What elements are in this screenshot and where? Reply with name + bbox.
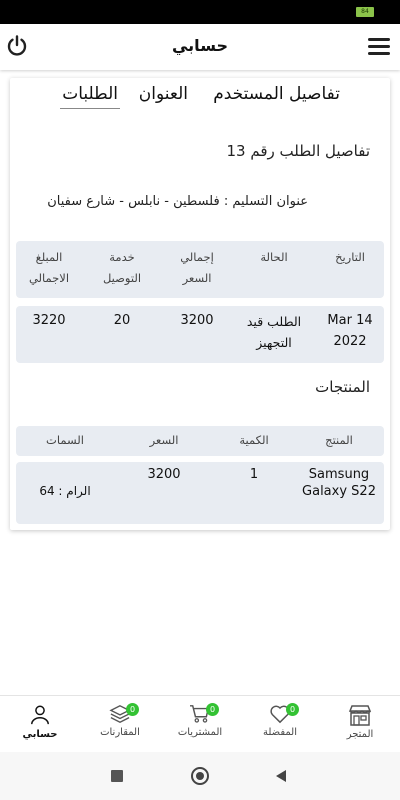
back-icon[interactable] (274, 769, 288, 783)
comparisons-badge: 0 (126, 703, 139, 716)
order-table-row (16, 306, 384, 363)
purchases-badge: 0 (206, 703, 219, 716)
header-product: المنتج (325, 433, 353, 447)
recent-apps-icon[interactable] (111, 770, 123, 782)
nav-account[interactable] (0, 696, 80, 752)
header-total-price: إجمالي السعر (180, 250, 214, 285)
header-amount: المبلغ الاجمالي (28, 250, 70, 285)
nav-purchases-label: المشتريات (177, 727, 223, 738)
order-table-header (16, 241, 384, 298)
tab-address[interactable]: العنوان (138, 84, 188, 104)
header-date: التاريخ (335, 250, 365, 264)
order-date: 14 Mar 2022 (327, 313, 373, 349)
product-quantity: 1 (249, 467, 259, 482)
product-name: Samsung Galaxy S22 (302, 467, 376, 499)
order-details-card (10, 78, 390, 530)
battery-icon (356, 7, 374, 17)
product-price: 3200 (147, 467, 181, 482)
favorites-badge: 0 (286, 703, 299, 716)
battery-level: 84 (361, 8, 369, 15)
tab-user-details[interactable]: تفاصيل المستخدم (213, 84, 340, 104)
nav-favorites-label: المفضلة (262, 727, 297, 738)
order-status: الطلب قيد التجهيز (246, 314, 302, 350)
app-header (0, 24, 400, 70)
header-quantity: الكمية (239, 433, 269, 447)
page-title: حسابي (171, 36, 228, 55)
nav-store[interactable] (320, 696, 400, 752)
order-delivery-fee: 20 (113, 313, 131, 328)
header-attributes: السمات (46, 433, 84, 447)
order-amount: 3220 (32, 313, 66, 328)
products-heading: المنتجات (315, 378, 370, 396)
status-bar (0, 0, 400, 24)
home-icon[interactable] (191, 767, 209, 785)
store-icon (348, 704, 372, 726)
nav-favorites[interactable] (240, 696, 320, 752)
tab-bar (10, 84, 390, 114)
header-price: السعر (149, 433, 179, 447)
product-row (16, 462, 384, 524)
nav-account-label: حسابي (22, 729, 58, 740)
system-nav-bar (0, 752, 400, 800)
products-table-header (16, 426, 384, 456)
nav-store-label: المتجر (346, 729, 374, 740)
delivery-address: عنوان التسليم : فلسطين - نابلس - شارع سفيان (47, 194, 308, 209)
user-icon (29, 704, 51, 726)
order-title: تفاصيل الطلب رقم 13 (226, 142, 370, 160)
order-total-price: 3200 (180, 313, 214, 328)
nav-comparisons[interactable] (80, 696, 160, 752)
nav-comparisons-label: المقارنات (100, 727, 140, 738)
bottom-nav (0, 695, 400, 751)
menu-icon[interactable] (368, 38, 390, 56)
nav-purchases[interactable] (160, 696, 240, 752)
product-attributes: الرام : 64 (39, 484, 91, 498)
header-status: الحالة (260, 250, 288, 264)
tab-orders[interactable]: الطلبات (60, 84, 120, 109)
header-delivery: خدمة التوصيل (102, 250, 142, 285)
